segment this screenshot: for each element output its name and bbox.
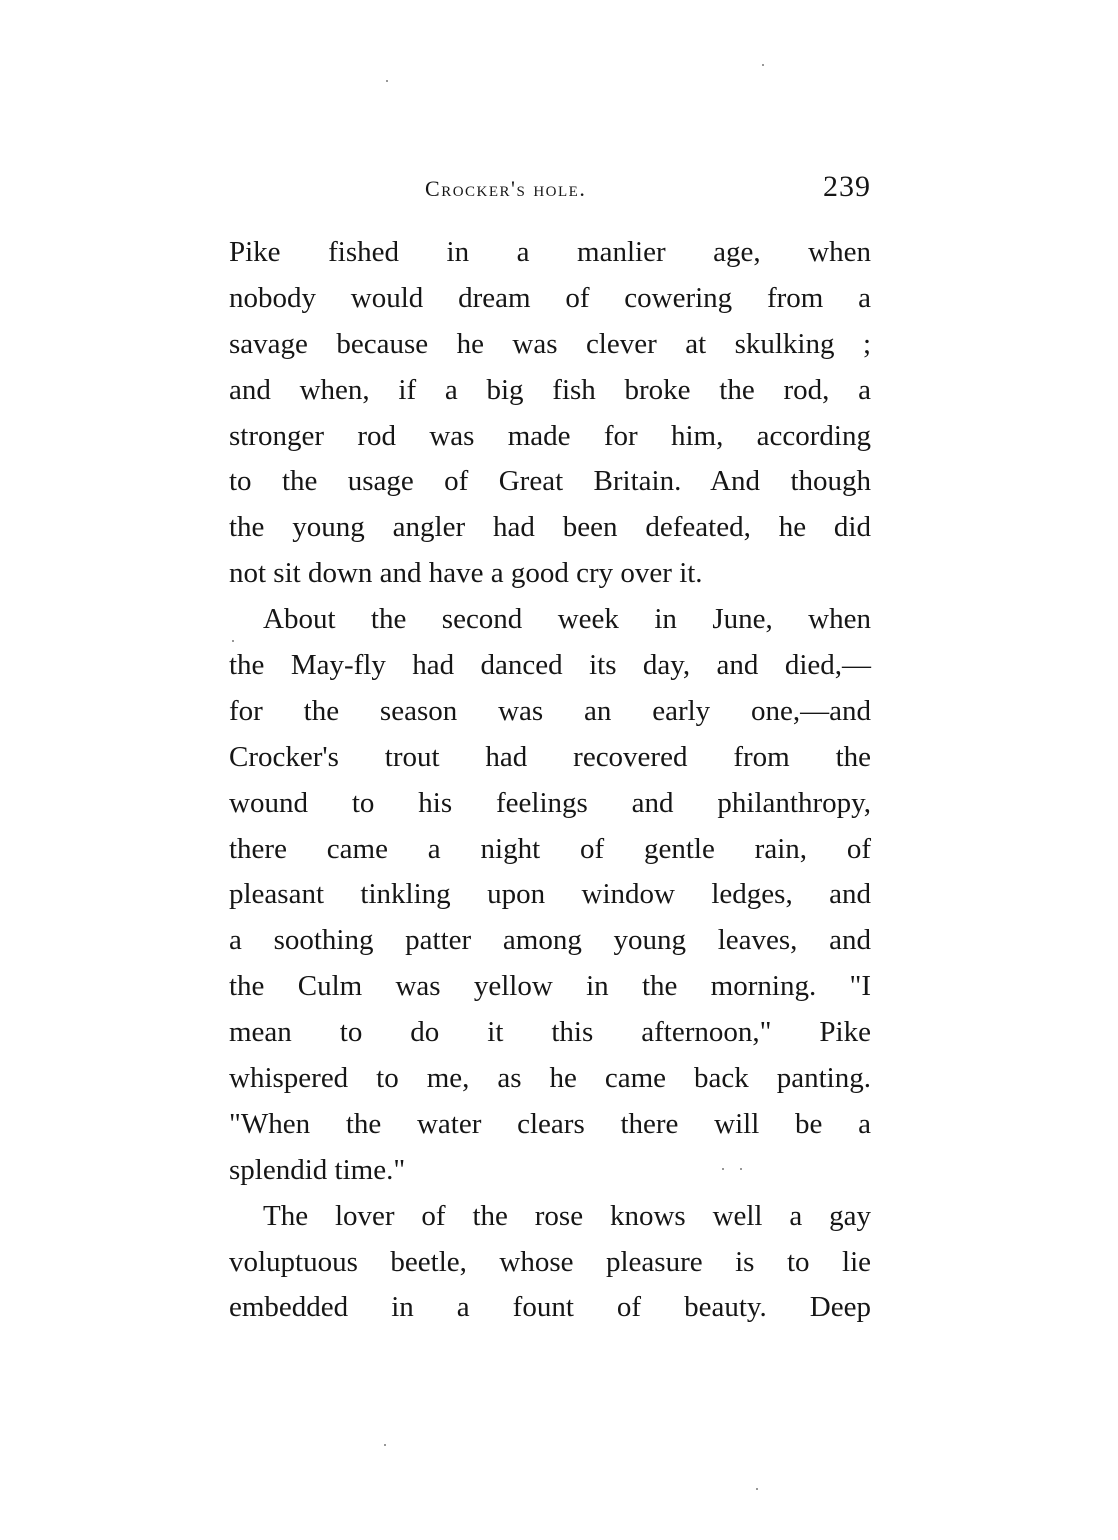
scan-speck	[232, 640, 234, 642]
text-line: and when, if a big fish broke the rod, a	[229, 373, 871, 406]
scan-speck	[762, 64, 764, 66]
text-line: not sit down and have a good cry over it.	[229, 557, 703, 590]
body-text	[229, 230, 871, 1331]
text-line: whispered to me, as he came back panting.	[229, 1062, 871, 1095]
scan-speck	[386, 80, 388, 82]
text-line: stronger rod was made for him, according	[229, 419, 871, 452]
text-line: there came a night of gentle rain, of	[229, 832, 871, 865]
scan-speck	[740, 1168, 742, 1170]
page-number: 239	[823, 170, 871, 203]
text-line: the young angler had been defeated, he did	[229, 511, 871, 544]
text-line: voluptuous beetle, whose pleasure is to lie	[229, 1245, 871, 1278]
text-line: embedded in a fount of beauty. Deep	[229, 1291, 871, 1324]
text-line: nobody would dream of cowering from a	[229, 281, 871, 314]
text-line: the Culm was yellow in the morning. "I	[229, 970, 871, 1003]
running-head	[229, 170, 871, 210]
text-line: to the usage of Great Britain. And though	[229, 465, 871, 498]
text-line: Crocker's trout had recovered from the	[229, 740, 871, 773]
running-title: Crocker's hole.	[425, 176, 587, 201]
scan-speck	[722, 1168, 724, 1170]
text-line: savage because he was clever at skulking ;	[229, 327, 871, 360]
text-line: The lover of the rose knows well a gay	[263, 1199, 871, 1232]
text-line: wound to his feelings and philanthropy,	[229, 786, 871, 819]
text-line: a soothing patter among young leaves, and	[229, 924, 871, 957]
text-line: pleasant tinkling upon window ledges, and	[229, 878, 871, 911]
text-line: the May-fly had danced its day, and died,—	[229, 649, 871, 682]
text-line: splendid time."	[229, 1153, 406, 1186]
text-line: mean to do it this afternoon," Pike	[229, 1016, 871, 1049]
text-line: Pike fished in a manlier age, when	[229, 236, 871, 268]
scan-speck	[384, 1444, 386, 1446]
scan-speck	[756, 1488, 758, 1490]
text-line: "When the water clears there will be a	[229, 1107, 871, 1140]
text-line: for the season was an early one,—and	[229, 694, 871, 727]
text-line: About the second week in June, when	[263, 603, 871, 636]
